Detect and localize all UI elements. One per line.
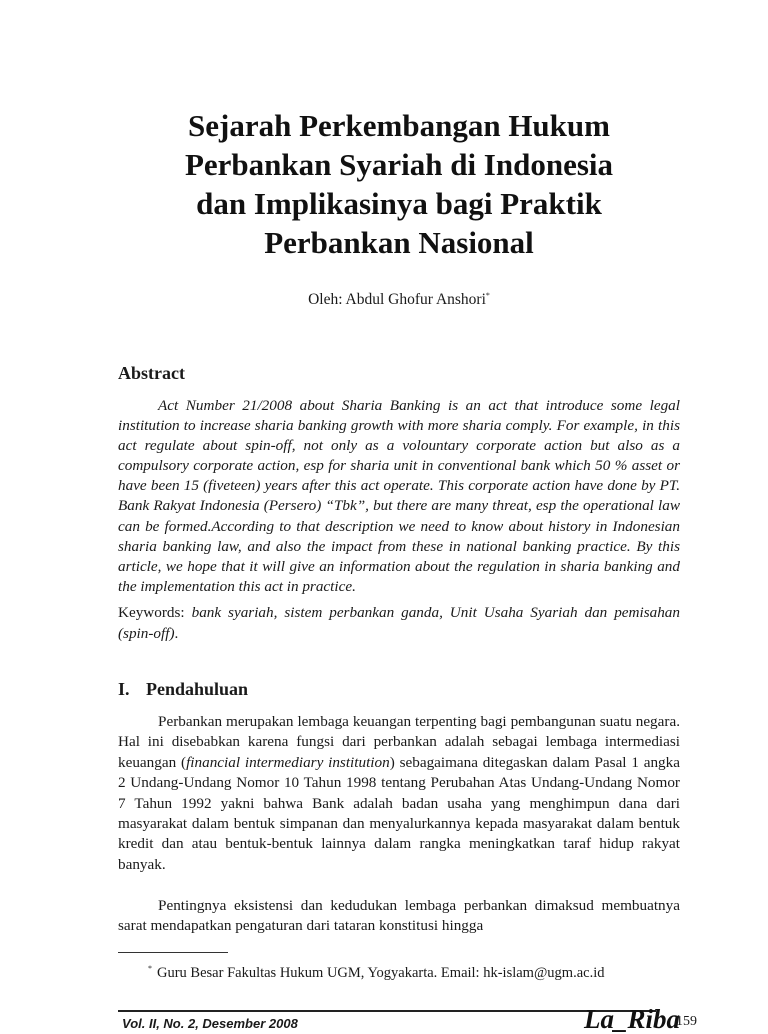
footnote [148, 960, 680, 982]
paragraph-text: Pentingnya eksistensi dan kedudukan lembaga perbankan dimaksud membuatnya sarat mendapatkan pengaturan dari tataran konstitusi hingga [118, 897, 680, 935]
section-heading [118, 678, 248, 700]
journal-logo: La_Riba [584, 1004, 681, 1034]
section-title: Pendahuluan [146, 679, 249, 699]
paragraph-text: ) sebagaimana ditegaskan dalam Pasal 1 angka 2 Undang-Undang Nomor 10 Tahun 1998 tentang Perubahan Atas Undang-Undang Nomor 7 Tahun 1992 yakni bahwa Bank adalah badan usaha yang menghimpun dana dari masyarakat dalam bentuk simpanan dan menyalurkannya kepada masyarakat dalam bentuk kredit dan atau bentuk-bentuk lainnya dalam rangka meningkatkan taraf hidup rakyat banyak. [118, 753, 680, 873]
title-line: dan Implikasinya bagi Praktik [196, 186, 602, 221]
title-line: Perbankan Nasional [264, 225, 534, 260]
author-footnote-mark: * [485, 291, 490, 300]
author-name: Oleh: Abdul Ghofur Anshori [308, 291, 486, 309]
author-line [118, 286, 680, 310]
footer-divider [118, 1010, 656, 1012]
footnote-divider [118, 952, 228, 953]
paragraph-italic-term: financial intermediary institution [186, 753, 390, 771]
abstract-heading: Abstract [118, 363, 185, 383]
footnote-text: Guru Besar Fakultas Hukum UGM, Yogyakarta. Email: hk-islam@ugm.ac.id [157, 964, 605, 981]
footer-volume: Vol. II, No. 2, Desember 2008 [122, 1016, 298, 1031]
title-line: Perbankan Syariah di Indonesia [184, 147, 614, 182]
section-number: I. [118, 679, 130, 699]
keywords-values: bank syariah, sistem perbankan ganda, Unit Usaha Syariah dan pemisahan (spin-off) [118, 604, 680, 642]
abstract-body: Act Number 21/2008 about Sharia Banking is an act that introduce some legal institution to increase sharia banking growth with more sharia comply. For example, in this act regulate about spin-off, not only as a volountary corporate action but also as a compulsory corporate action, esp for sharia unit in conventional bank which 50 % asset or have been 15 (fiveteen) years after this act operate. This corporate action have done by PT. Bank Rakyat Indonesia (Persero) “Tbk”, but there are many threat, esp the operational law can be formed.According to that description we need to know about history in Indonesian sharia banking law, and also the impact from these in national banking practice. By this article, we hope that it will give an information about the regulation in sharia banking and the implementation this act in practice. [118, 397, 680, 595]
keywords-label: Keywords: [118, 604, 185, 621]
article-title [118, 106, 680, 262]
paragraph-text: Perbankan merupakan lembaga keuangan terpenting bagi pembangunan suatu negara. Hal ini disebabkan karena fungsi dari perbankan adalah sebagai lembaga intermediasi keuangan ( [118, 713, 680, 771]
page-number: 159 [676, 1014, 697, 1029]
body-paragraph [118, 712, 680, 875]
keywords [118, 603, 680, 644]
title-line: Sejarah Perkembangan Hukum [188, 108, 610, 143]
body-paragraph [118, 896, 680, 937]
footnote-mark: * [148, 964, 152, 973]
keywords-end: . [174, 624, 179, 642]
